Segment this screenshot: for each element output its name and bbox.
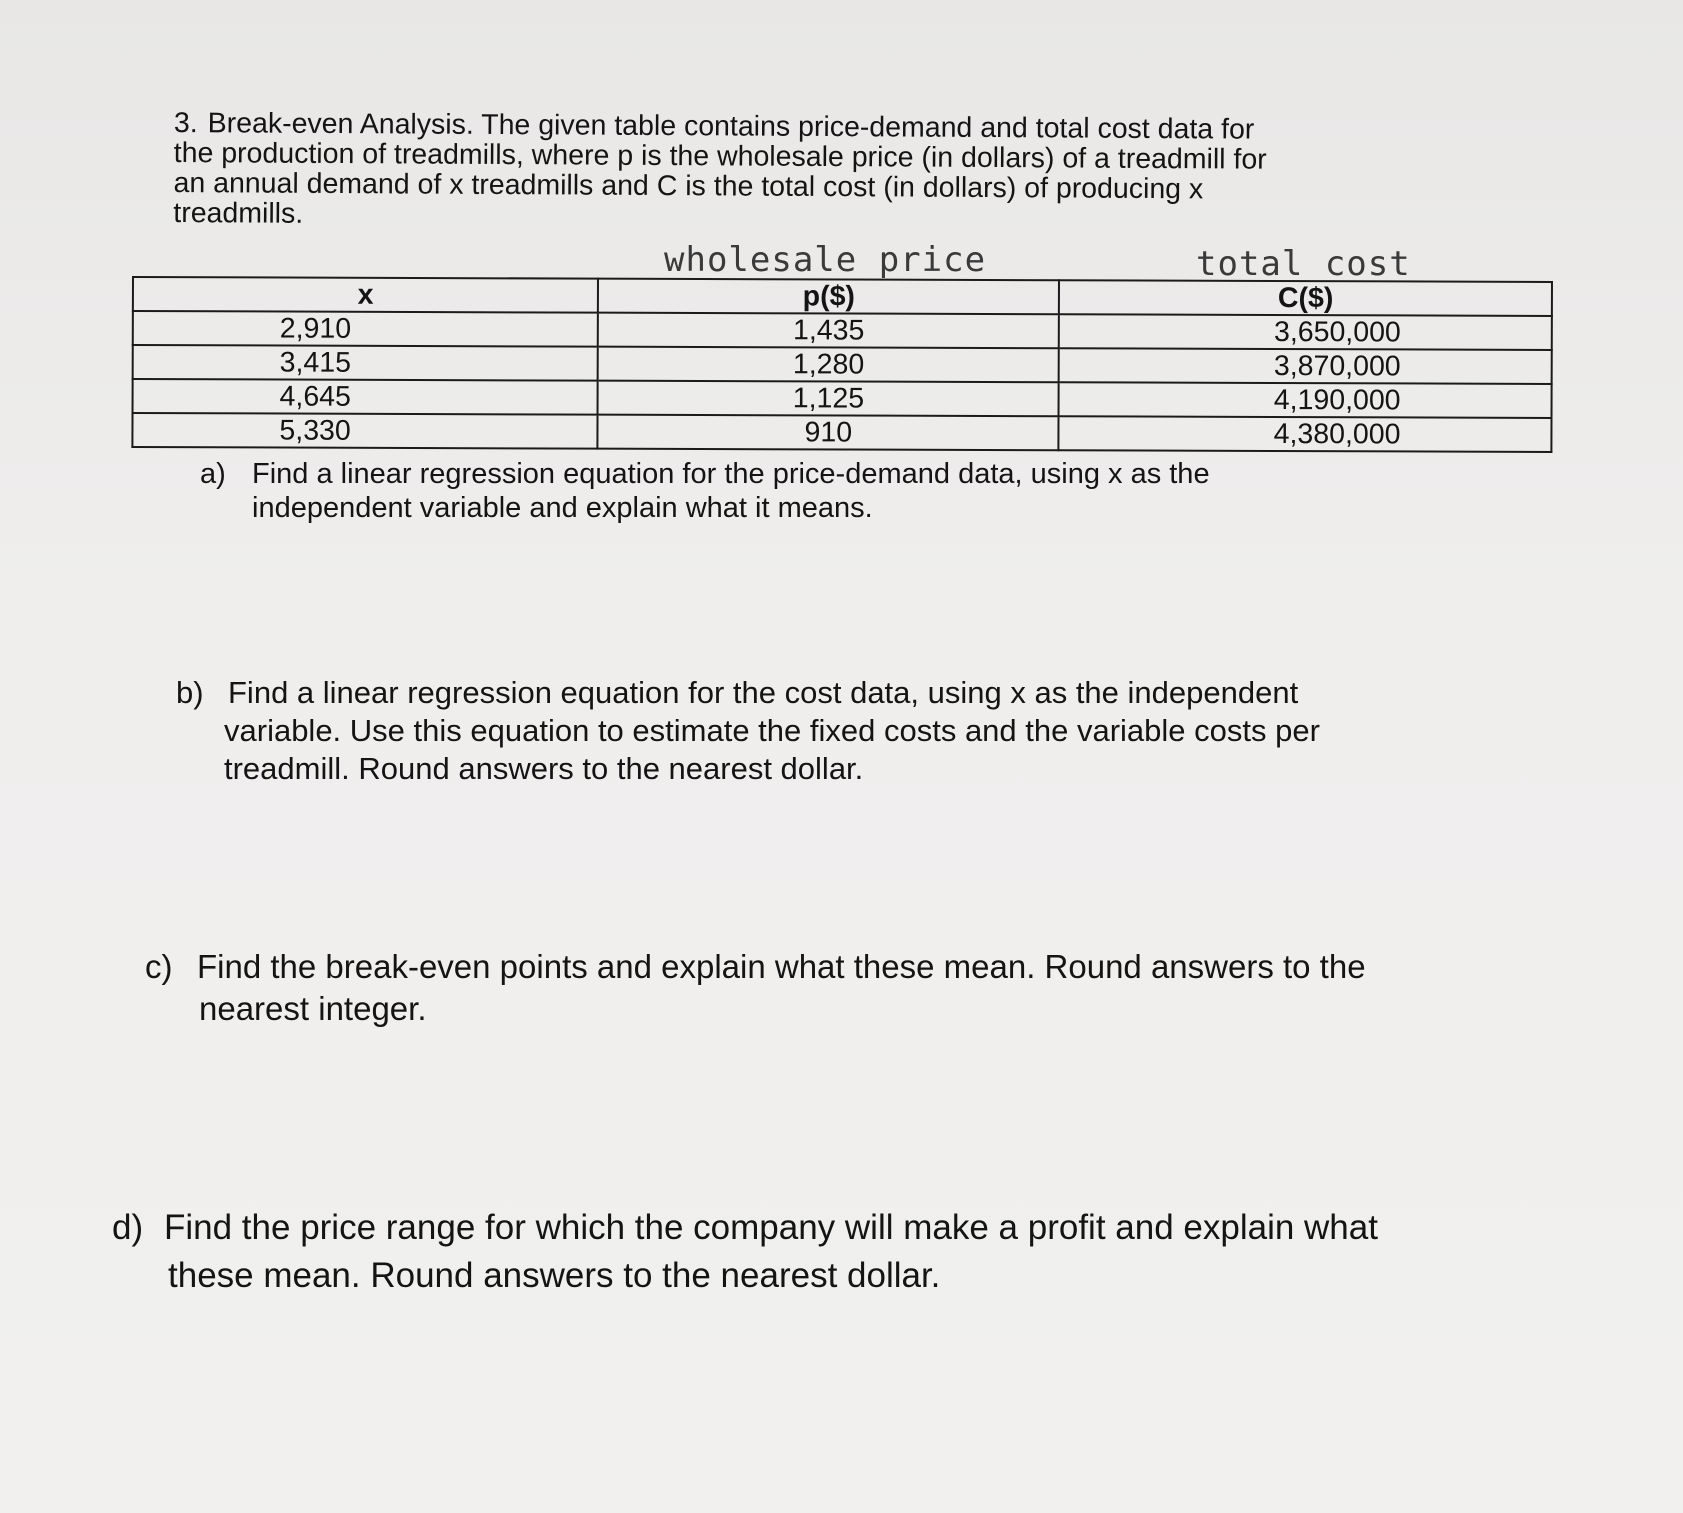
cell-cost: 3,870,000 — [1059, 348, 1552, 384]
problem-intro — [173, 108, 1504, 236]
question-d-label: d) — [112, 1208, 144, 1247]
table-header-row — [133, 277, 1552, 316]
question-a-line-1 — [200, 457, 1530, 491]
header-x: x — [133, 277, 598, 313]
data-table — [131, 276, 1553, 453]
question-b-text-2: variable. Use this equation to estimate the fixed costs and the variable costs per — [224, 713, 1320, 748]
question-a-text-1: Find a linear regression equation for the price-demand data, using x as the — [252, 458, 1210, 490]
header-price: p($) — [598, 279, 1059, 315]
cell-cost: 4,190,000 — [1059, 382, 1552, 418]
question-c-text-1: Find the break-even points and explain what these mean. Round answers to the — [197, 948, 1366, 985]
cell-price: 1,435 — [598, 313, 1059, 349]
cell-price: 1,280 — [598, 347, 1059, 383]
header-cost: C($) — [1059, 280, 1552, 316]
cell-x: 3,415 — [133, 345, 598, 381]
question-a-text-2: independent variable and explain what it means. — [252, 492, 873, 524]
question-b — [176, 674, 1576, 788]
intro-text-1: Break-even Analysis. The given table contains price-demand and total cost data for — [207, 107, 1255, 146]
cell-x: 5,330 — [132, 413, 597, 449]
handwritten-cost-note: total cost — [1196, 244, 1411, 284]
table-row — [133, 379, 1552, 418]
intro-line-3: an annual demand of x treadmills and C is the total cost (in dollars) of producing x — [173, 166, 1204, 206]
table-row — [133, 311, 1552, 350]
question-a — [200, 457, 1530, 525]
question-d-text-1: Find the price range for which the company will make a profit and explain what — [164, 1208, 1378, 1247]
question-d-text-2: these mean. Round answers to the nearest dollar. — [168, 1256, 941, 1295]
table-row — [133, 345, 1552, 384]
question-d-line-1 — [112, 1204, 1612, 1252]
question-d — [112, 1204, 1612, 1300]
cell-price: 1,125 — [598, 381, 1059, 417]
question-c — [145, 946, 1605, 1030]
question-b-text-1: Find a linear regression equation for the cost data, using x as the independent — [228, 675, 1299, 710]
question-a-label: a) — [200, 458, 226, 490]
question-c-text-2: nearest integer. — [199, 990, 427, 1027]
question-b-line-1 — [176, 674, 1576, 712]
question-c-label: c) — [145, 948, 173, 985]
table-row — [132, 413, 1551, 452]
question-b-label: b) — [176, 675, 204, 710]
question-c-line-1 — [145, 946, 1605, 988]
cell-x: 4,645 — [133, 379, 598, 415]
cell-x: 2,910 — [133, 311, 598, 347]
question-b-text-3: treadmill. Round answers to the nearest dollar. — [224, 751, 864, 786]
cell-price: 910 — [598, 415, 1059, 451]
handwritten-price-note: wholesale price — [664, 240, 987, 280]
cell-cost: 3,650,000 — [1059, 314, 1552, 350]
problem-number: 3. — [173, 107, 198, 140]
intro-line-4: treadmills. — [173, 196, 304, 230]
intro-line-2: the production of treadmills, where p is the wholesale price (in dollars) of a treadmill for — [173, 136, 1267, 176]
cell-cost: 4,380,000 — [1059, 416, 1552, 452]
